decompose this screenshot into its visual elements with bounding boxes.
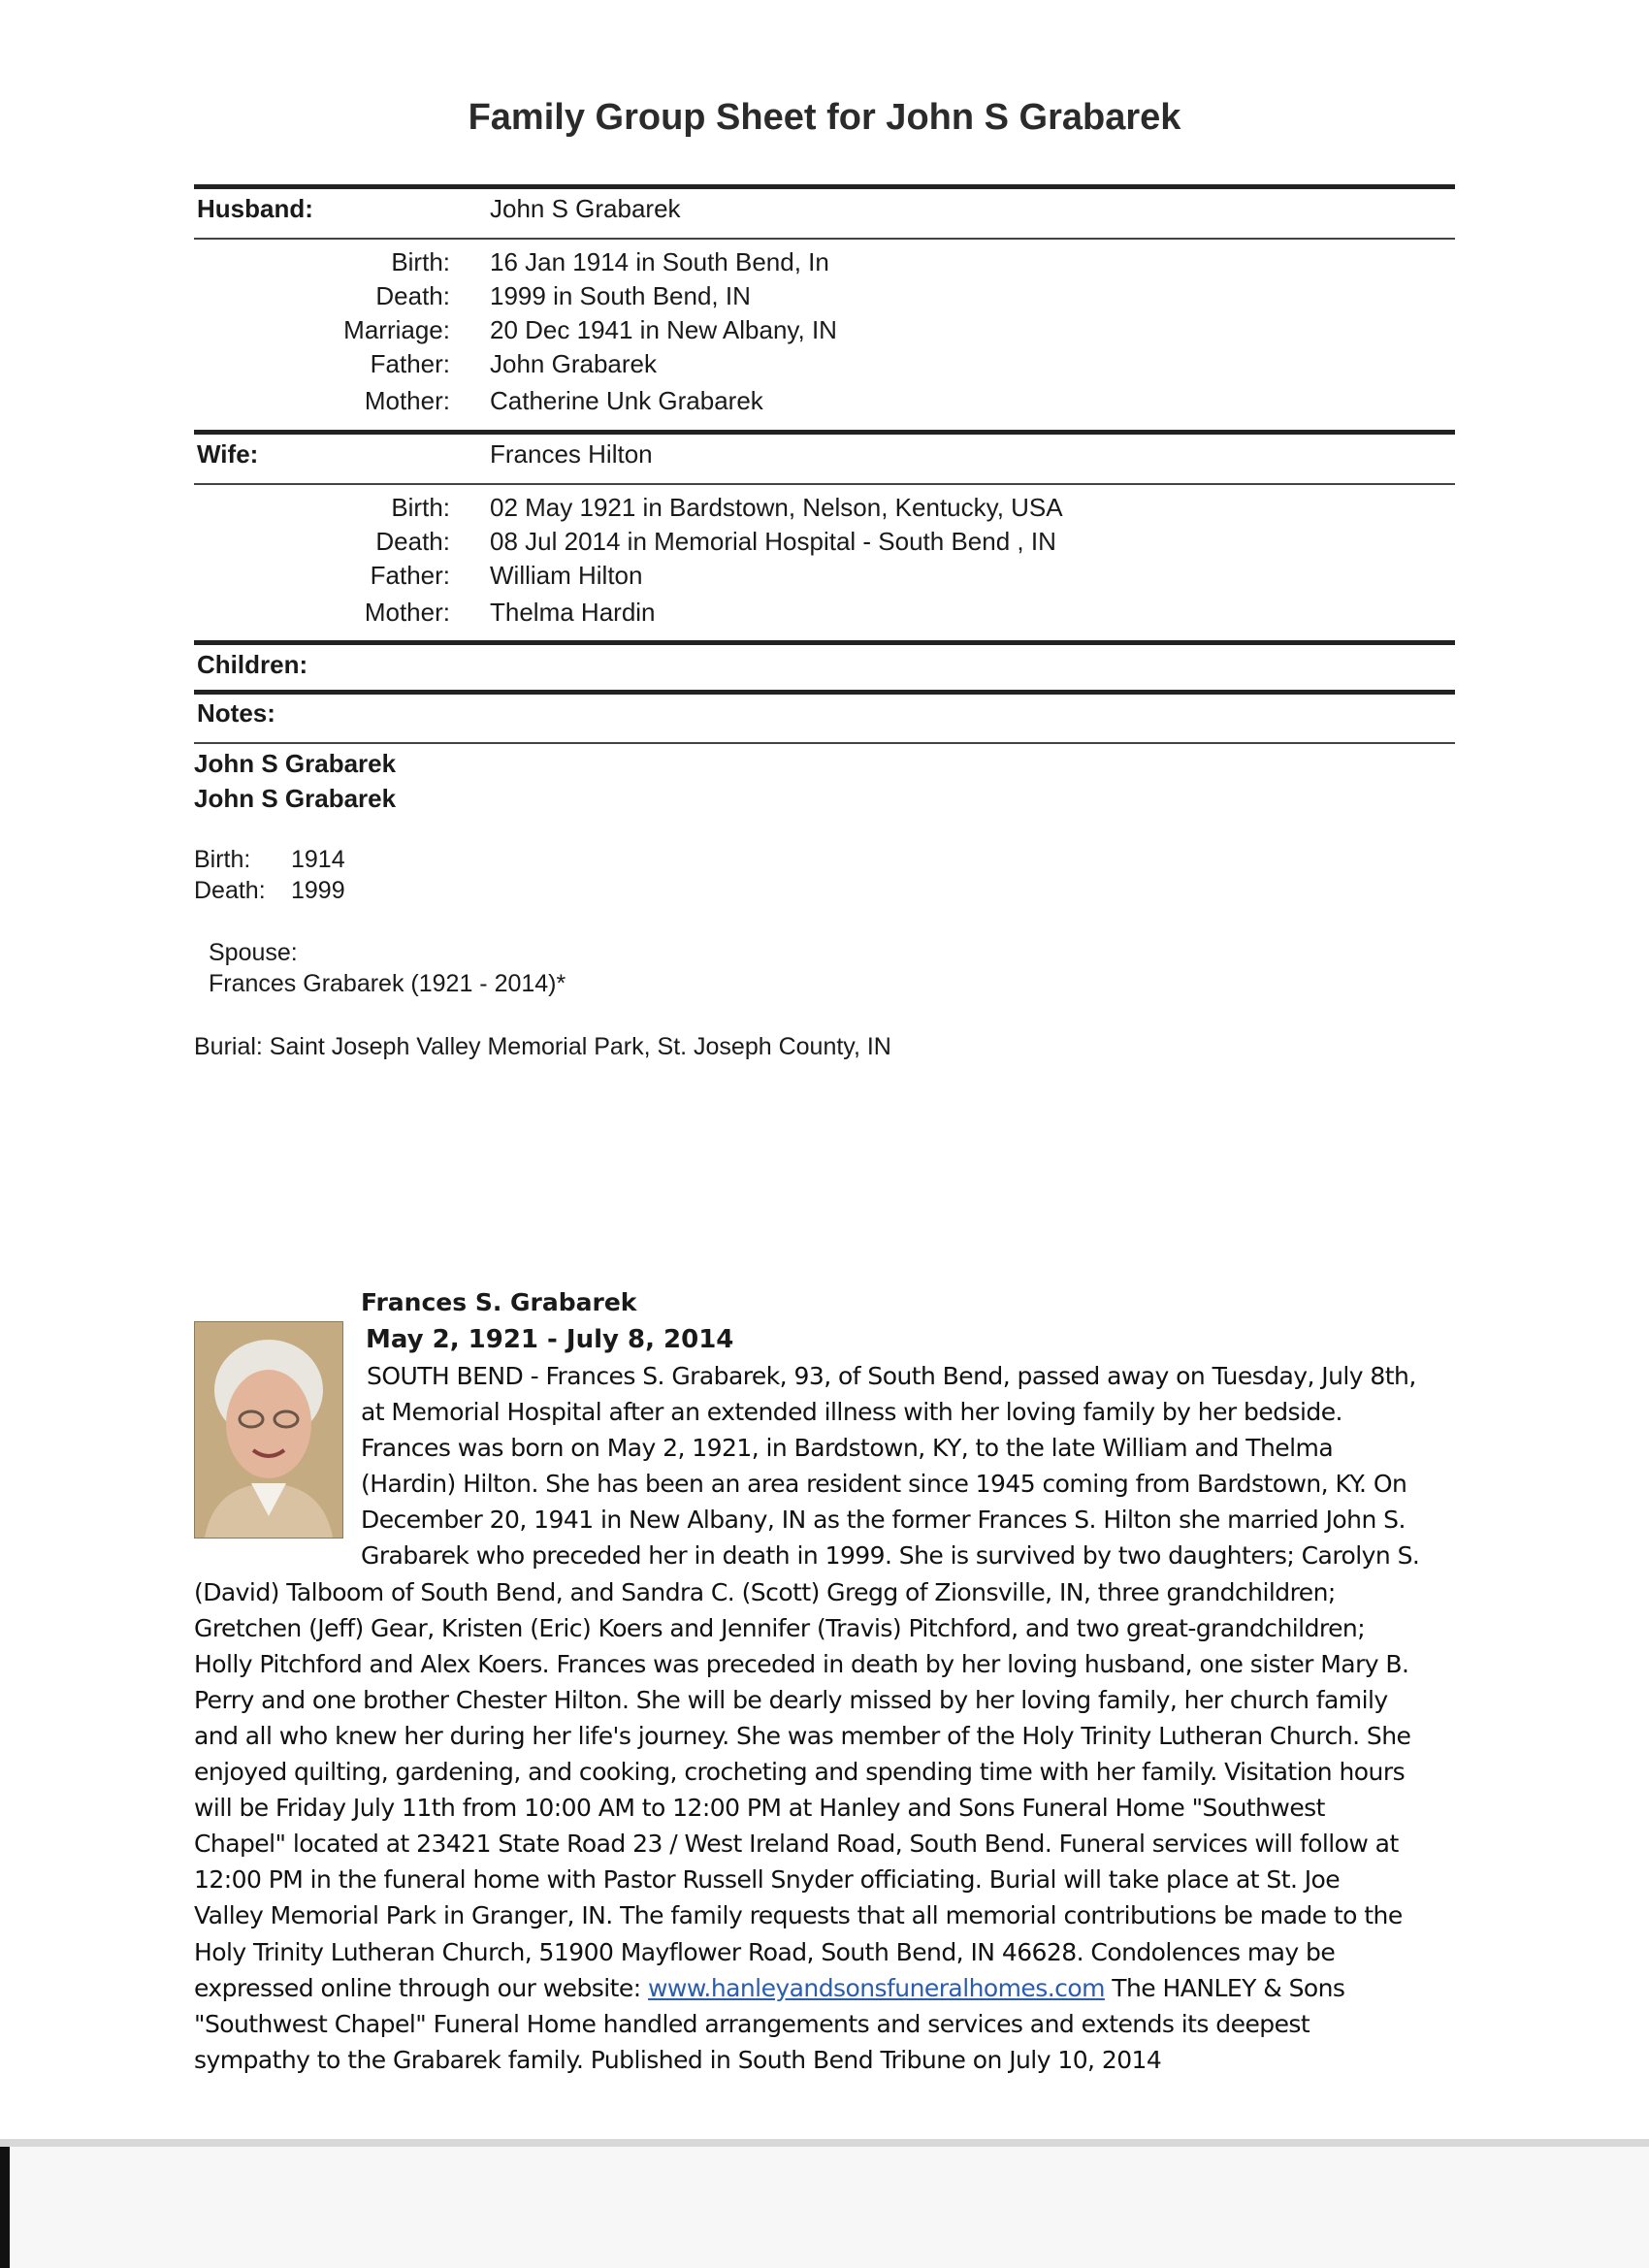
section-divider	[194, 184, 1455, 189]
wife-mother-label: Mother:	[364, 598, 450, 627]
obituary-line: will be Friday July 11th from 10:00 AM to 12:00 PM at Hanley and Sons Funeral Home "Southwest	[194, 1794, 1325, 1823]
wife-father-value: William Hilton	[490, 561, 643, 590]
obituary-line: Valley Memorial Park in Granger, IN. The family requests that all memorial contributions be made to the	[194, 1901, 1403, 1930]
wife-label: Wife:	[197, 439, 259, 469]
wife-name: Frances Hilton	[490, 439, 653, 469]
notes-birth-label: Birth:	[194, 846, 251, 873]
page-title: Family Group Sheet for John S Grabarek	[468, 97, 1181, 138]
obituary-line: Perry and one brother Chester Hilton. She will be dearly missed by her loving family, her church family	[194, 1685, 1388, 1714]
wife-mother-value: Thelma Hardin	[490, 598, 656, 627]
obituary-line: Gretchen (Jeff) Gear, Kristen (Eric) Koers and Jennifer (Travis) Pitchford, and two great-grandchildren;	[194, 1613, 1366, 1642]
scan-margin	[0, 2147, 1649, 2268]
notes-spouse-value: Frances Grabarek (1921 - 2014)*	[209, 970, 566, 997]
funeral-home-website-link[interactable]: www.hanleyandsonsfuneralhomes.com	[648, 1973, 1105, 2002]
obituary-line: SOUTH BEND - Frances S. Grabarek, 93, of South Bend, passed away on Tuesday, July 8th,	[367, 1362, 1416, 1390]
notes-birth-value: 1914	[291, 846, 345, 873]
obituary-line: enjoyed quilting, gardening, and cooking, crocheting and spending time with her family. Visitation hours	[194, 1758, 1406, 1787]
section-divider	[194, 640, 1455, 645]
obituary-line: (Hardin) Hilton. She has been an area resident since 1945 coming from Bardstown, KY. On	[361, 1470, 1407, 1499]
children-label: Children:	[197, 650, 308, 679]
husband-marriage-value: 20 Dec 1941 in New Albany, IN	[490, 315, 837, 344]
husband-birth-label: Birth:	[391, 247, 450, 276]
obituary-line: December 20, 1941 in New Albany, IN as the former Frances S. Hilton she married John S.	[361, 1506, 1406, 1535]
notes-spouse-label: Spouse:	[209, 939, 298, 966]
obituary-line: 12:00 PM in the funeral home with Pastor Russell Snyder officiating. Burial will take place at St. Joe	[194, 1865, 1341, 1895]
wife-birth-value: 02 May 1921 in Bardstown, Nelson, Kentucky, USA	[490, 493, 1063, 522]
obituary-line: at Memorial Hospital after an extended illness with her loving family by her bedside.	[361, 1398, 1342, 1427]
notes-death-label: Death:	[194, 877, 266, 904]
husband-mother-label: Mother:	[364, 386, 450, 415]
wife-birth-label: Birth:	[391, 493, 450, 522]
obituary-name: Frances S. Grabarek	[361, 1288, 637, 1316]
obituary-line: Holly Pitchford and Alex Koers. Frances was preceded in death by her loving husband, one sister Mary B.	[194, 1649, 1409, 1678]
wife-father-label: Father:	[370, 561, 450, 590]
obituary-line: "Southwest Chapel" Funeral Home handled arrangements and services and extends its deepest	[194, 2009, 1310, 2038]
section-divider	[194, 238, 1455, 240]
obituary-line: Holy Trinity Lutheran Church, 51900 Mayflower Road, South Bend, IN 46628. Condolences may be	[194, 1937, 1336, 1966]
obituary-line: sympathy to the Grabarek family. Published in South Bend Tribune on July 10, 2014	[194, 2045, 1162, 2074]
obituary-website-line	[194, 1970, 1455, 2006]
obituary-line: Chapel" located at 23421 State Road 23 / West Ireland Road, South Bend. Funeral services will follow at	[194, 1830, 1399, 1859]
wife-death-label: Death:	[375, 527, 450, 556]
husband-name: John S Grabarek	[490, 194, 681, 223]
section-divider	[194, 430, 1455, 435]
obituary-line: Frances was born on May 2, 1921, in Bardstown, KY, to the late William and Thelma	[361, 1434, 1334, 1463]
obituary-text	[194, 1358, 1455, 2078]
husband-marriage-label: Marriage:	[343, 315, 450, 344]
obituary-line: (David) Talboom of South Bend, and Sandra C. (Scott) Gregg of Zionsville, IN, three grandchildren;	[194, 1577, 1336, 1606]
husband-birth-value: 16 Jan 1914 in South Bend, In	[490, 247, 829, 276]
notes-burial: Burial: Saint Joseph Valley Memorial Park, St. Joseph County, IN	[194, 1033, 891, 1060]
husband-death-label: Death:	[375, 281, 450, 310]
obituary-line: Grabarek who preceded her in death in 1999. She is survived by two daughters; Carolyn S.	[361, 1541, 1420, 1571]
website-prefix: expressed online through our website:	[194, 1973, 649, 2002]
husband-mother-value: Catherine Unk Grabarek	[490, 386, 763, 415]
section-divider	[194, 742, 1455, 744]
husband-death-value: 1999 in South Bend, IN	[490, 281, 751, 310]
notes-heading: John S Grabarek	[194, 749, 397, 778]
section-divider	[194, 483, 1455, 485]
obituary-dates: May 2, 1921 - July 8, 2014	[366, 1325, 734, 1354]
notes-death-value: 1999	[291, 877, 345, 904]
bleed-through	[194, 1145, 200, 1170]
scan-edge-shadow	[0, 2147, 10, 2268]
scan-edge	[0, 2139, 1649, 2147]
obituary-line: and all who knew her during her life's journey. She was member of the Holy Trinity Lutheran Church. She	[194, 1721, 1411, 1750]
notes-subheading: John S Grabarek	[194, 784, 397, 813]
notes-label: Notes:	[197, 698, 275, 728]
section-divider	[194, 690, 1455, 695]
website-suffix: The HANLEY & Sons	[1104, 1973, 1345, 2002]
husband-father-label: Father:	[370, 349, 450, 378]
husband-label: Husband:	[197, 194, 313, 223]
husband-father-value: John Grabarek	[490, 349, 657, 378]
wife-death-value: 08 Jul 2014 in Memorial Hospital - South Bend , IN	[490, 527, 1056, 556]
